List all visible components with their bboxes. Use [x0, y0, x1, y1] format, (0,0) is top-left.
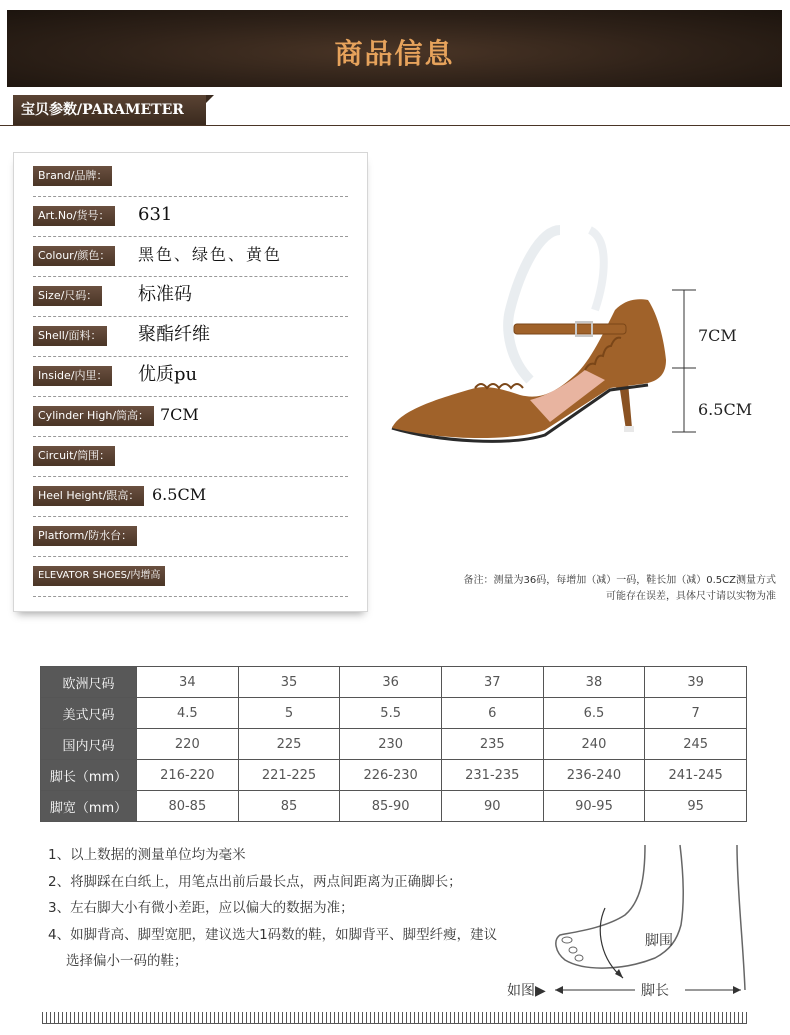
table-cell: 240 [543, 729, 645, 760]
section-label: 宝贝参数/PARAMETER [13, 95, 206, 125]
table-cell: 85-90 [340, 791, 442, 822]
param-value: 优质pu [138, 364, 198, 385]
table-row [41, 791, 747, 822]
table-cell: 85 [238, 791, 340, 822]
section-divider [0, 125, 790, 126]
param-value: 标准码 [138, 284, 192, 305]
table-row [41, 667, 747, 698]
param-label: Inside/内里： [33, 366, 112, 386]
param-row-elevator [30, 557, 348, 597]
table-cell: 4.5 [137, 698, 239, 729]
param-label: Colour/颜色： [33, 246, 115, 266]
param-value: 631 [138, 204, 173, 225]
table-cell: 7 [645, 698, 747, 729]
param-value: 黑色、绿色、黄色 [138, 245, 283, 264]
note-line-2: 可能存在误差，具体尺寸请以实物为准 [606, 591, 776, 602]
girth-label: 脚围 [645, 933, 673, 949]
table-cell: 36 [340, 667, 442, 698]
param-label: Brand/品牌： [33, 166, 112, 186]
table-cell: 6 [441, 698, 543, 729]
table-cell: 236-240 [543, 760, 645, 791]
table-cell: 5.5 [340, 698, 442, 729]
row-header: 国内尺码 [41, 729, 137, 760]
tip-3: 3、左右脚大小有微小差距，应以偏大的数据为准； [48, 900, 354, 916]
measurement-note [464, 573, 776, 605]
row-divider [33, 596, 348, 597]
param-label: Size/尺码： [33, 286, 102, 306]
param-row-circuit [30, 437, 348, 477]
table-cell: 245 [645, 729, 747, 760]
table-cell: 38 [543, 667, 645, 698]
param-row-heel-height [30, 477, 348, 517]
row-header: 脚长（mm） [41, 760, 137, 791]
param-value: 聚酯纤维 [138, 324, 210, 345]
param-label: Platform/防水台： [33, 526, 137, 546]
table-cell: 90 [441, 791, 543, 822]
param-label: Shell/面料： [33, 326, 107, 346]
table-cell: 221-225 [238, 760, 340, 791]
table-cell: 5 [238, 698, 340, 729]
table-cell: 230 [340, 729, 442, 760]
shoe-illustration [380, 210, 780, 480]
table-row [41, 729, 747, 760]
tip-4-continued: 选择偏小一码的鞋； [66, 953, 188, 969]
param-row-size [30, 277, 348, 317]
table-cell: 34 [137, 667, 239, 698]
param-row-shell [30, 317, 348, 357]
table-cell: 35 [238, 667, 340, 698]
param-label: Heel Height/跟高： [33, 486, 144, 506]
table-cell: 235 [441, 729, 543, 760]
table-cell: 241-245 [645, 760, 747, 791]
table-cell: 37 [441, 667, 543, 698]
foot-measurement-diagram [505, 840, 765, 1010]
table-row [41, 760, 747, 791]
param-label: ELEVATOR SHOES/内增高 [33, 566, 165, 586]
param-row-cylinder-high [30, 397, 348, 437]
note-line-1: 备注：测量为36码，每增加（减）一码，鞋长加（减）0.5CZ测量方式 [463, 575, 776, 586]
param-row-brand [30, 157, 348, 197]
shoe-drawing [380, 210, 780, 480]
table-cell: 226-230 [340, 760, 442, 791]
table-cell: 216-220 [137, 760, 239, 791]
table-cell: 220 [137, 729, 239, 760]
size-chart-table [40, 666, 747, 822]
row-header: 欧洲尺码 [41, 667, 137, 698]
table-row [41, 698, 747, 729]
param-label: Art.No/货号： [33, 206, 115, 226]
see-figure-label: 如图▶ [507, 983, 546, 999]
table-cell: 225 [238, 729, 340, 760]
param-row-colour [30, 237, 348, 277]
row-header: 美式尺码 [41, 698, 137, 729]
param-row-inside [30, 357, 348, 397]
param-row-platform [30, 517, 348, 557]
parameter-card [13, 152, 368, 612]
param-value: 6.5CM [152, 485, 207, 504]
table-cell: 95 [645, 791, 747, 822]
table-cell: 231-235 [441, 760, 543, 791]
param-label: Cylinder High/筒高： [33, 406, 154, 426]
banner-title: 商品信息 [334, 37, 455, 70]
param-label: Circuit/筒围： [33, 446, 115, 466]
tip-1: 1、以上数据的测量单位均为毫米 [48, 847, 246, 863]
param-row-art-no [30, 197, 348, 237]
table-cell: 80-85 [137, 791, 239, 822]
table-cell: 39 [645, 667, 747, 698]
tip-4: 4、如脚背高、脚型宽肥，建议选大1码数的鞋，如脚背平、脚型纤瘦，建议 [48, 926, 498, 943]
upper-dimension-label: 7CM [698, 326, 737, 345]
table-cell: 6.5 [543, 698, 645, 729]
heel-dimension-label: 6.5CM [698, 400, 753, 419]
measurement-tips [48, 842, 548, 975]
ruler-strip [42, 1012, 747, 1024]
row-header: 脚宽（mm） [41, 791, 137, 822]
tip-2: 2、将脚踩在白纸上，用笔点出前后最长点，两点间距离为正确脚长； [48, 873, 462, 890]
table-cell: 90-95 [543, 791, 645, 822]
header-banner [7, 10, 782, 87]
length-label: 脚长 [641, 983, 669, 999]
param-value: 7CM [160, 405, 199, 424]
